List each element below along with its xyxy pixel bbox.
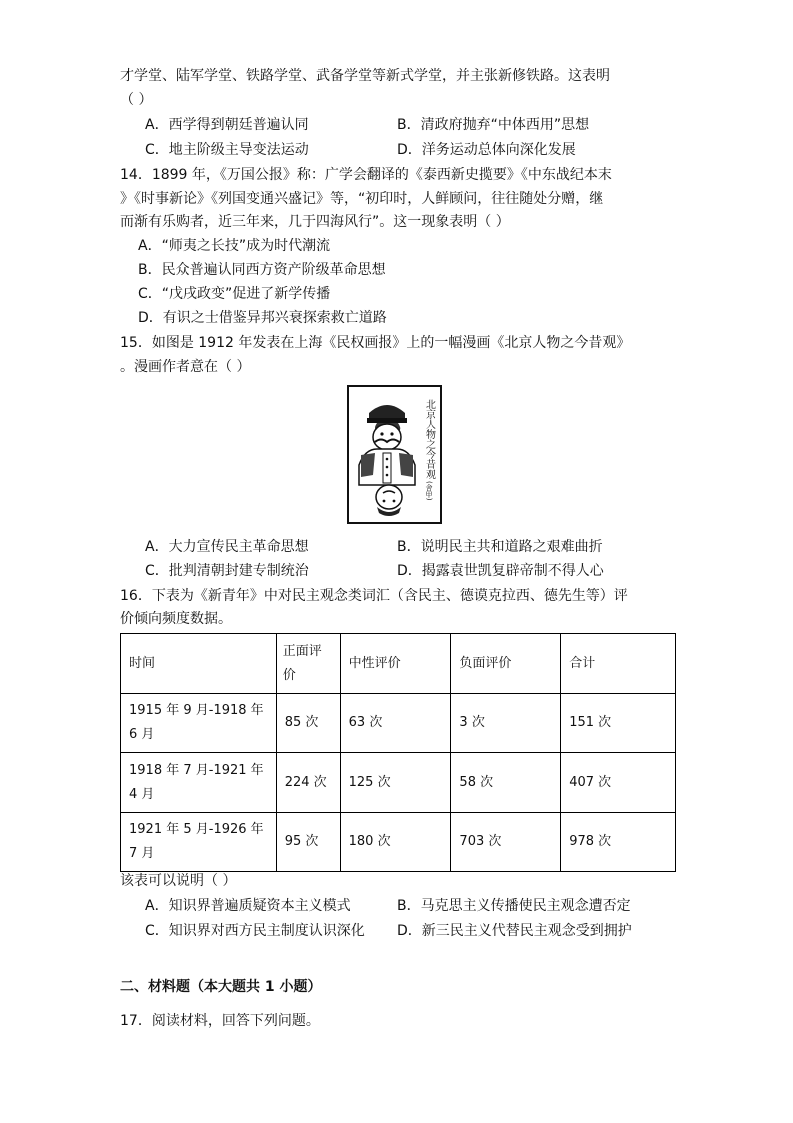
q15-option-b: B．说明民主共和道路之艰难曲折 xyxy=(397,539,603,555)
table-row xyxy=(121,813,676,872)
q17-stem: 17．阅读材料，回答下列问题。 xyxy=(120,1013,320,1029)
q14-option-d: D．有识之士借鉴异邦兴衰探索救亡道路 xyxy=(138,310,387,326)
q16-option-a: A．知识界普遍质疑资本主义模式 xyxy=(145,898,351,914)
q15-stem-line2: 。漫画作者意在（ ） xyxy=(120,359,251,375)
data-table xyxy=(120,633,676,872)
table-header-cell: 时间 xyxy=(121,634,277,694)
table-cell: 1921 年 5 月-1926 年 7 月 xyxy=(121,813,277,872)
cartoon-signature: (舍甲) xyxy=(425,481,433,501)
section-heading: 二、材料题（本大题共 1 小题） xyxy=(120,979,322,995)
table-cell: 151 次 xyxy=(561,694,676,753)
q14-option-c: C．“戊戌政变”促进了新学传播 xyxy=(138,286,331,302)
q13-option-b: B．清政府抛弃“中体西用”思想 xyxy=(397,117,590,133)
table-cell: 95 次 xyxy=(276,813,340,872)
q14-stem-line2: 》《时事新论》《列国变通兴盛记》等，“初印时，人鲜顾问，往往随处分赠，继 xyxy=(120,191,604,207)
q15-option-a: A．大力宣传民主革命思想 xyxy=(145,539,309,555)
q16-after-table: 该表可以说明（ ） xyxy=(120,873,237,889)
q13-option-d: D．洋务运动总体向深化发展 xyxy=(397,142,576,158)
q16-stem-line1: 16．下表为《新青年》中对民主观念类词汇（含民主、德谟克拉西、德先生等）评 xyxy=(120,588,628,604)
table-cell: 1918 年 7 月-1921 年 4 月 xyxy=(121,753,277,813)
table-cell: 703 次 xyxy=(451,813,561,872)
q14-stem-line1: 14．1899 年，《万国公报》称：广学会翻译的《泰西新史揽要》《中东战纪本末 xyxy=(120,167,612,183)
table-header-cell: 合计 xyxy=(561,634,676,694)
table-cell: 180 次 xyxy=(340,813,451,872)
table-header-cell: 正面评价 xyxy=(276,634,340,694)
q13-answer-blank: （ ） xyxy=(120,92,153,108)
q15-option-d: D．揭露袁世凯复辟帝制不得人心 xyxy=(397,563,604,579)
table-row xyxy=(121,694,676,753)
table-cell: 58 次 xyxy=(451,753,561,813)
table-cell: 3 次 xyxy=(451,694,561,753)
q16-stem-line2: 价倾向频度数据。 xyxy=(120,611,232,627)
table-cell: 125 次 xyxy=(340,753,451,813)
table-cell: 63 次 xyxy=(340,694,451,753)
cartoon-caption: 北京人物之今昔观 xyxy=(423,399,435,479)
q13-option-c: C．地主阶级主导变法运动 xyxy=(145,142,309,158)
table-cell: 224 次 xyxy=(276,753,340,813)
cartoon-image xyxy=(347,385,442,524)
table-cell: 978 次 xyxy=(561,813,676,872)
q13-option-a: A．西学得到朝廷普遍认同 xyxy=(145,117,309,133)
table-cell: 407 次 xyxy=(561,753,676,813)
table-header-row xyxy=(121,634,676,694)
table-header-cell: 中性评价 xyxy=(340,634,451,694)
q15-stem-line1: 15．如图是 1912 年发表在上海《民权画报》上的一幅漫画《北京人物之今昔观》 xyxy=(120,335,631,351)
q14-option-b: B．民众普遍认同西方资产阶级革命思想 xyxy=(138,262,386,278)
table-cell: 85 次 xyxy=(276,694,340,753)
q15-option-c: C．批判清朝封建专制统治 xyxy=(145,563,309,579)
table-cell: 1915 年 9 月-1918 年 6 月 xyxy=(121,694,277,753)
q16-option-d: D．新三民主义代替民主观念受到拥护 xyxy=(397,923,632,939)
q13-stem-line1: 才学堂、陆军学堂、铁路学堂、武备学堂等新式学堂，并主张新修铁路。这表明 xyxy=(120,68,610,84)
q16-option-c: C．知识界对西方民主制度认识深化 xyxy=(145,923,365,939)
q16-option-b: B．马克思主义传播使民主观念遭否定 xyxy=(397,898,631,914)
table-header-cell: 负面评价 xyxy=(451,634,561,694)
table-row xyxy=(121,753,676,813)
q14-stem-line3: 而渐有乐购者，近三年来，几于四海风行”。这一现象表明（ ） xyxy=(120,214,510,230)
q14-option-a: A．“师夷之长技”成为时代潮流 xyxy=(138,238,331,254)
